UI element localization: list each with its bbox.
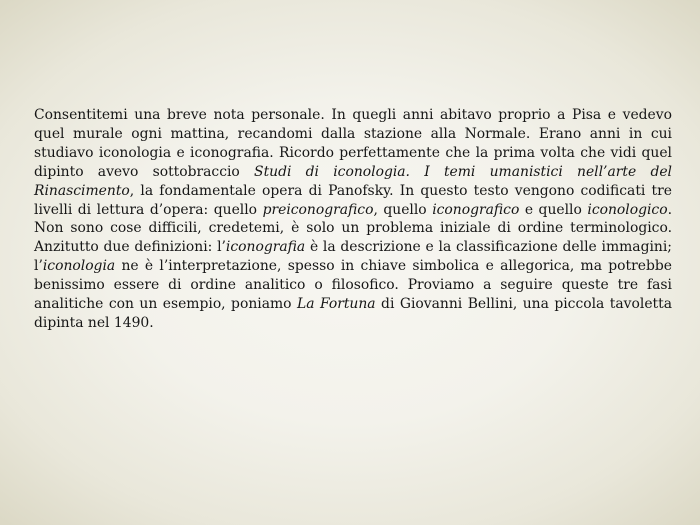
text-run: , la fondamentale opera di Panofsky. In questo testo vengono codificati tre livelli di lettura d’opera: quello xyxy=(34,182,672,218)
term-iconologico: iconologico xyxy=(587,201,668,218)
text-run: Consentitemi una breve nota personale. In quegli anni abitavo proprio a Pisa e vedevo quel murale ogni mattina, recandomi dalla stazione alla Normale. Erano anni in cui studiavo iconologia e iconografia. Ricordo perfettamente che la prima volta che vidi quel dipinto avevo sottobraccio xyxy=(34,107,672,180)
text-run: di Giovanni Bellini, una piccola tavoletta dipinta nel 1490. xyxy=(34,296,672,331)
text-run: ne è l’interpretazione, spesso in chiave simbolica e allegorica, ma potrebbe benissimo essere di ordine analitico o filosofico. Proviamo a seguire queste tre fasi analitiche con un esempio, poniamo xyxy=(34,258,672,313)
text-run: . Non sono cose difficili, credetemi, è solo un problema iniziale di ordine terminologico. Anzitutto due definizioni: l’ xyxy=(34,201,672,256)
term-iconografia: iconografia xyxy=(225,239,306,256)
body-paragraph xyxy=(34,106,672,333)
text-run: e quello xyxy=(519,201,588,218)
painting-title-italic: La Fortuna xyxy=(296,296,376,313)
text-run: , quello xyxy=(373,201,433,218)
text-run: è la descrizione e la classificazione delle immagini; l’ xyxy=(34,239,672,275)
term-iconografico: iconografico xyxy=(432,201,520,218)
term-preiconografico: preiconografico xyxy=(262,201,374,218)
book-title-italic: Studi di iconologia. I temi umanistici nell’arte del Rinascimento xyxy=(34,163,672,199)
term-iconologia: iconologia xyxy=(42,258,116,275)
